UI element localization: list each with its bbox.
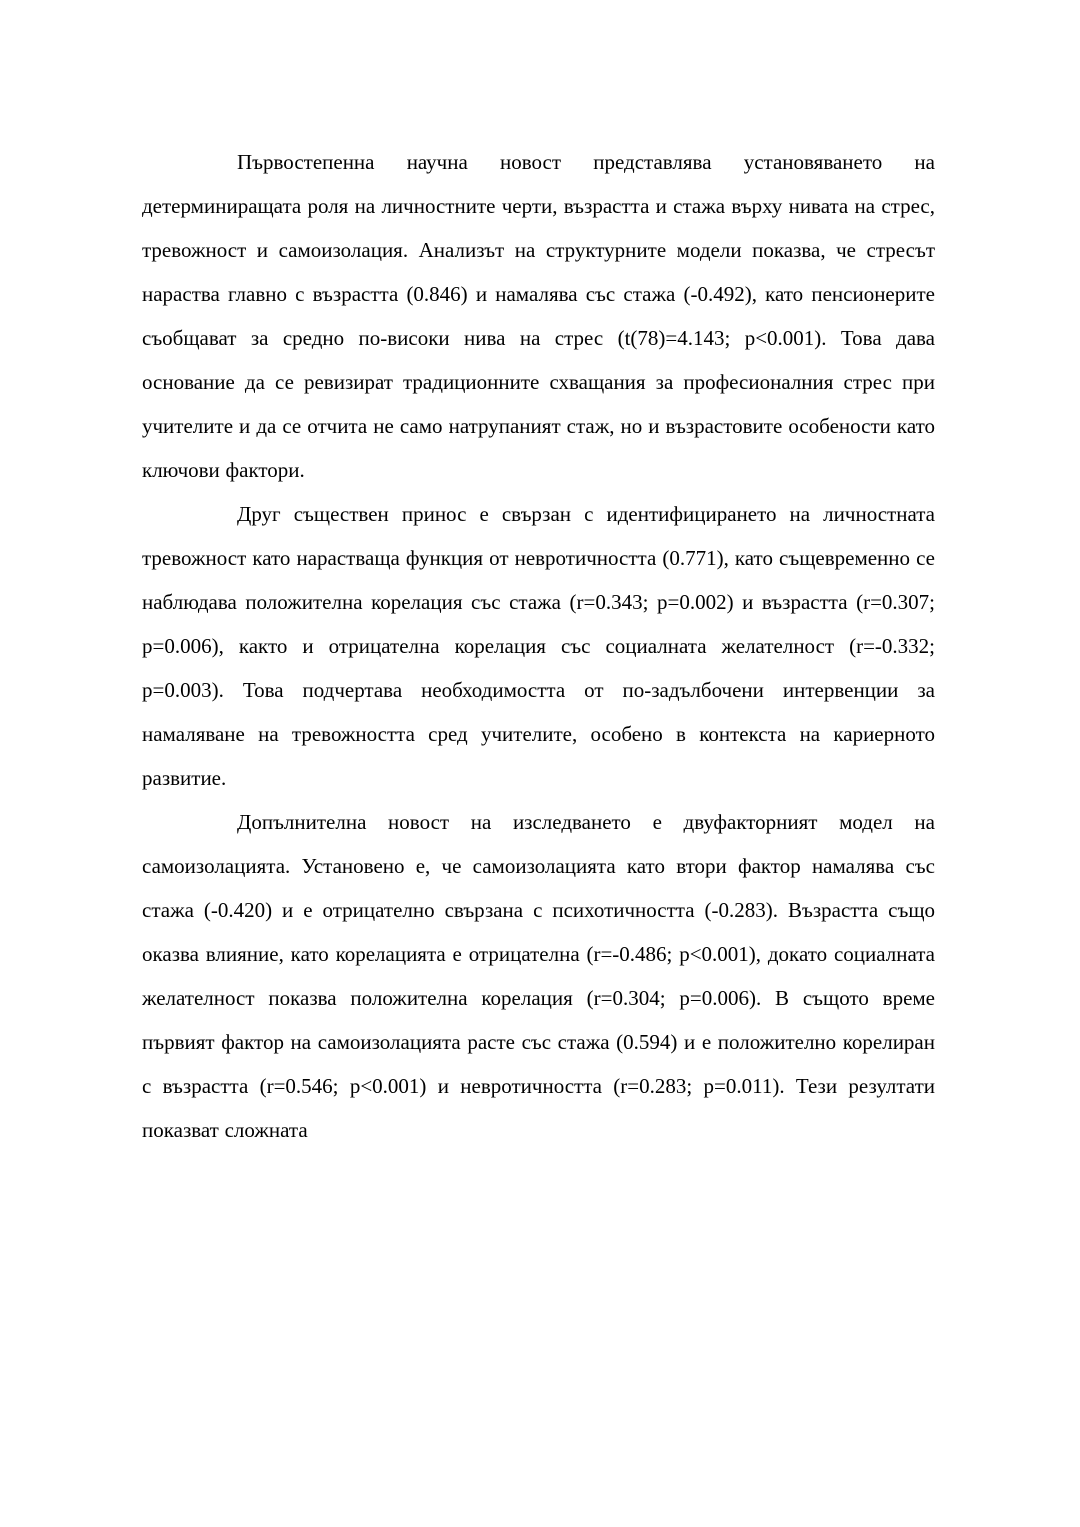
paragraph-2: Друг съществен принос е свързан с идентифицирането на личностната тревожност като нарастваща функция от невротичността (0.771), като същевременно се наблюдава положителна корелация със стажа (r=0.343; p=0.002) и възрастта (r=0.307; p=0.006), както и отрицателна корелация със социалната желателност (r=-0.332; p=0.003). Това подчертава необходимостта от по-задълбочени интервенции за намаляване на тревожността сред учителите, особено в контекста на кариерното развитие. <box>142 502 935 790</box>
paragraph-1: Първостепенна научна новост представлява установяването на детерминиращата роля на личностните черти, възрастта и стажа върху нивата на стрес, тревожност и самоизолация. Анализът на структурните модели показва, че стресът нараства главно с възрастта (0.846) и намалява със стажа (-0.492), като пенсионерите съобщават за средно по-високи нива на стрес (t(78)=4.143; p<0.001). Това дава основание да се ревизират традиционните схващания за професионалния стрес при учителите и да се отчита не само натрупаният стаж, но и възрастовите особености като ключови фактори. <box>142 150 935 482</box>
paragraph-3: Допълнителна новост на изследването е двуфакторният модел на самоизолацията. Установено е, че самоизолацията като втори фактор намалява със стажа (-0.420) и е отрицателно свързана с психотичността (-0.283). Възрастта също оказва влияние, като корелацията е отрицателна (r=-0.486; p<0.001), докато социалната желателност показва положителна корелация (r=0.304; p=0.006). В същото време първият фактор на самоизолацията расте със стажа (0.594) и е положително корелиран с възрастта (r=0.546; p<0.001) и невротичността (r=0.283; p=0.011). Тези резултати показват сложната <box>142 810 935 1142</box>
document-text-block <box>142 140 935 1152</box>
